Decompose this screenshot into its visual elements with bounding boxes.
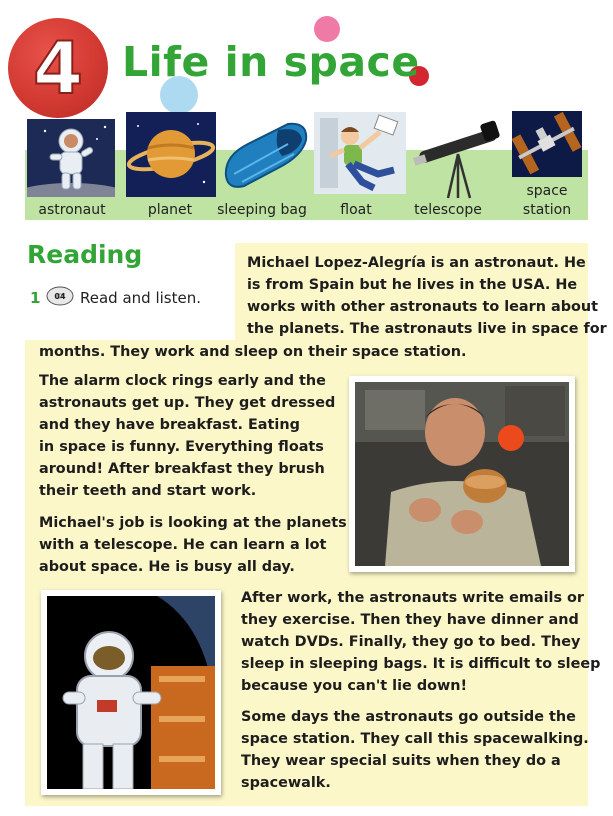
audio-cd-icon[interactable] (46, 286, 74, 306)
paragraph-2-line-5: around! After breakfast they brush (39, 461, 325, 477)
paragraph-1-line-3: works with other astronauts to learn about (247, 299, 599, 315)
paragraph-5-line-4: spacewalk. (241, 775, 331, 791)
exercise-number: 1 (30, 289, 41, 307)
paragraph-2-line-4: in space is funny. Everything floats (39, 439, 324, 455)
paragraph-2-line-1: The alarm clock rings early and the (39, 373, 326, 389)
sleeping-bag-icon (218, 116, 312, 194)
audio-track-number: 04 (54, 292, 66, 301)
paragraph-4-line-2: they exercise. Then they have dinner and (241, 612, 579, 628)
unit-number: 4 (32, 26, 84, 110)
paragraph-5-line-2: space station. They call this spacewalking. (241, 731, 589, 747)
paragraph-2-line-3: and they have breakfast. Eating (39, 417, 300, 433)
space-station-icon (512, 111, 582, 177)
planet-icon (126, 112, 216, 197)
vocab-label-telescope: telescope (414, 202, 482, 218)
paragraph-4-line-1: After work, the astronauts write emails or (241, 590, 585, 606)
reading-heading: Reading (27, 240, 143, 269)
vocab-label-sleeping-bag: sleeping bag (217, 202, 307, 218)
paragraph-3-line-2: with a telescope. He can learn a lot (39, 537, 327, 553)
spacewalk-photo (41, 590, 221, 795)
vocab-label-space: space (526, 183, 568, 199)
paragraph-2-line-6: their teeth and start work. (39, 483, 257, 499)
paragraph-3-line-3: about space. He is busy all day. (39, 559, 295, 575)
paragraph-5-line-1: Some days the astronauts go outside the (241, 709, 576, 725)
exercise-instruction: Read and listen. (80, 289, 201, 307)
paragraph-3-line-1: Michael's job is looking at the planets (39, 515, 347, 531)
astronaut-icon (27, 119, 115, 197)
paragraph-1-line-4: the planets. The astronauts live in space for (247, 321, 607, 337)
paragraph-1-line-1: Michael Lopez-Alegría is an astronaut. He (247, 255, 586, 271)
paragraph-5-line-3: They wear special suits when they do a (241, 753, 561, 769)
floating-boy-icon (314, 112, 406, 194)
vocab-label-float: float (340, 202, 372, 218)
vocab-label-station: station (522, 202, 572, 218)
vocab-label-astronaut: astronaut (38, 202, 106, 218)
paragraph-1-line-2: is from Spain but he lives in the USA. He (247, 277, 578, 293)
paragraph-1-line-5: months. They work and sleep on their space station. (39, 344, 467, 360)
telescope-icon (412, 116, 504, 200)
paragraph-4-line-3: watch DVDs. Finally, they go to bed. They (241, 634, 581, 650)
astronaut-eating-photo (349, 376, 575, 572)
paragraph-4-line-5: because you can't lie down! (241, 678, 468, 694)
vocab-label-planet: planet (147, 202, 193, 218)
paragraph-4-line-4: sleep in sleeping bags. It is difficult to sleep (241, 656, 601, 672)
paragraph-2-line-2: astronauts get up. They get dressed (39, 395, 336, 411)
unit-title: Life in space (122, 38, 420, 86)
